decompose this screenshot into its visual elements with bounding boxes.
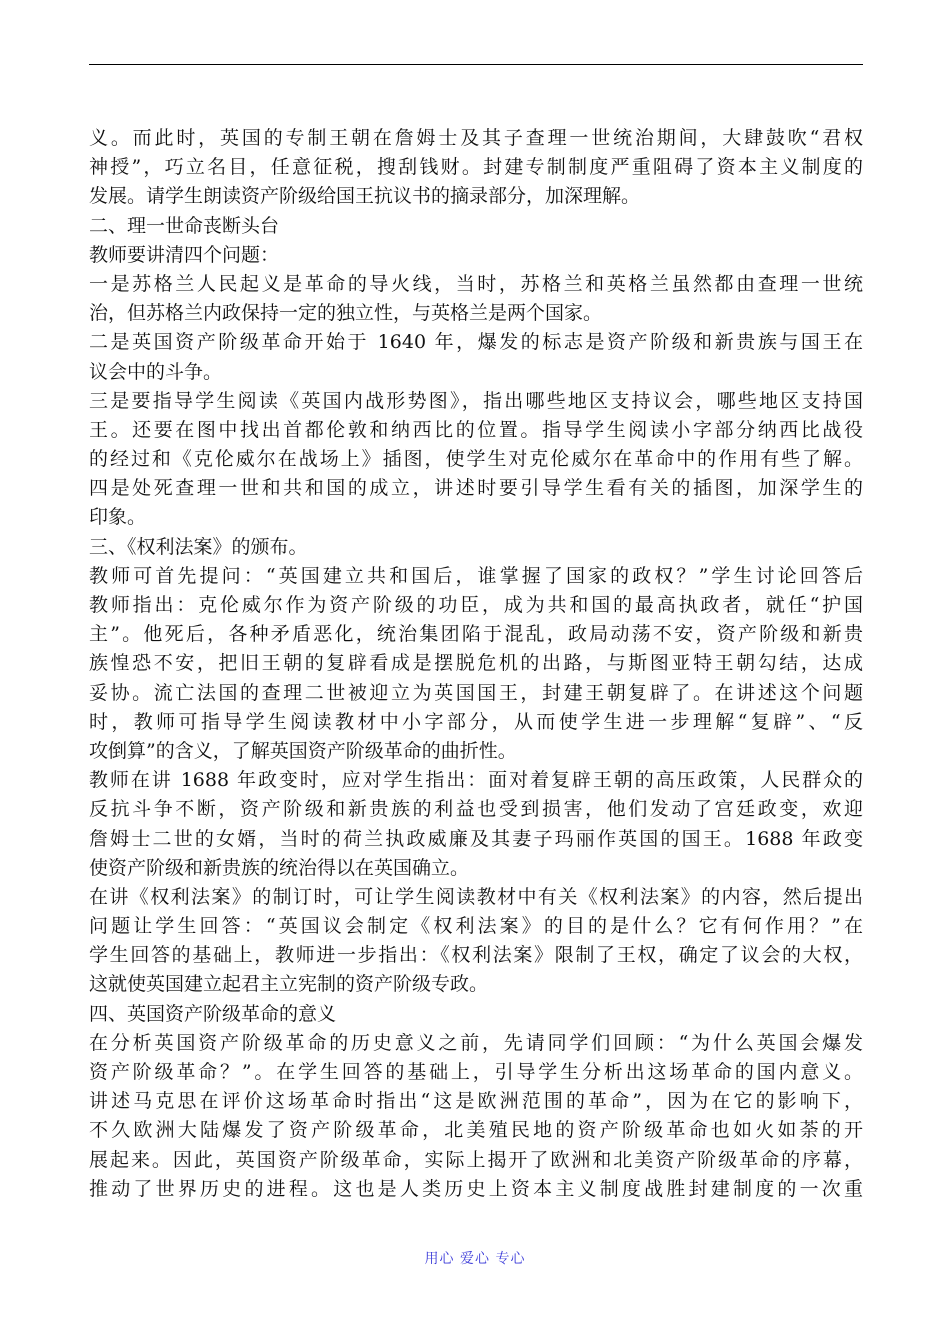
text-line: 议会中的斗争。: [89, 360, 223, 383]
text-line: 的经过和《克伦威尔在战场上》插图，使学生对克伦威尔在革命中的作用有些了解。: [89, 448, 863, 471]
text-line: 教师要讲清四个问题：: [89, 243, 280, 266]
page-footer: 用心 爱心 专心: [424, 1251, 526, 1267]
document-body: [89, 124, 863, 1204]
header-rule: [89, 64, 863, 65]
text-line: 三、《权利法案》的颁布。: [89, 535, 308, 558]
text-line: 推动了世界历史的进程。这也是人类历史上资本主义制度战胜封建制度的一次重: [89, 1177, 863, 1200]
text-line: 不久欧洲大陆爆发了资产阶级革命，北美殖民地的资产阶级革命也如火如荼的开: [89, 1119, 863, 1142]
text-line: 学生回答的基础上，教师进一步指出：《权利法案》限制了王权，确定了议会的大权，: [89, 944, 863, 967]
text-line: 讲述马克思在评价这场革命时指出“这是欧洲范围的革命”，因为在它的影响下，: [89, 1090, 863, 1113]
text-line: 义。而此时，英国的专制王朝在詹姆士及其子查理一世统治期间，大肆鼓吹“君权: [89, 127, 863, 149]
text-line: 族惶恐不安，把旧王朝的复辟看成是摆脱危机的出路，与斯图亚特王朝勾结，达成: [89, 652, 863, 675]
text-line: 攻倒算”的含义，了解英国资产阶级革命的曲折性。: [89, 739, 517, 762]
text-line: 使资产阶级和新贵族的统治得以在英国确立。: [89, 856, 470, 879]
text-line: 二、理一世命丧断头台: [89, 214, 280, 237]
text-line: 发展。请学生朗读资产阶级给国王抗议书的摘录部分，加深理解。: [89, 185, 641, 208]
text-line: 资产阶级革命？”。在学生回答的基础上，引导学生分析出这场革命的国内意义。: [89, 1061, 863, 1083]
text-line: 四、英国资产阶级革命的意义: [89, 1002, 337, 1025]
text-line: 教师在讲 1688 年政变时，应对学生指出：面对着复辟王朝的高压政策，人民群众的: [89, 769, 863, 792]
text-line: 主”。他死后，各种矛盾恶化，统治集团陷于混乱，政局动荡不安，资产阶级和新贵: [89, 623, 863, 646]
text-line: 在讲《权利法案》的制订时，可让学生阅读教材中有关《权利法案》的内容，然后提出: [89, 885, 863, 908]
text-line: 印象。: [89, 506, 147, 529]
text-line: 问题让学生回答：“英国议会制定《权利法案》的目的是什么？它有何作用？”在: [89, 915, 863, 938]
text-line: 治，但苏格兰内政保持一定的独立性，与英格兰是两个国家。: [89, 302, 603, 325]
text-line: 教师可首先提问：“英国建立共和国后，谁掌握了国家的政权？”学生讨论回答后: [89, 564, 863, 587]
text-line: 三是要指导学生阅读《英国内战形势图》，指出哪些地区支持议会，哪些地区支持国: [89, 389, 863, 412]
text-line: 展起来。因此，英国资产阶级革命，实际上揭开了欧洲和北美资产阶级革命的序幕，: [89, 1148, 863, 1171]
text-line: 一是苏格兰人民起义是革命的导火线，当时，苏格兰和英格兰虽然都由查理一世统: [89, 272, 863, 295]
text-line: 时，教师可指导学生阅读教材中小字部分，从而使学生进一步理解“复辟”、“反: [89, 710, 863, 733]
text-line: 王。还要在图中找出首都伦敦和纳西比的位置。指导学生阅读小字部分纳西比战役: [89, 418, 863, 441]
text-line: 妥协。流亡法国的查理二世被迎立为英国国王，封建王朝复辟了。在讲述这个问题: [89, 681, 863, 704]
text-line: 二是英国资产阶级革命开始于 1640 年，爆发的标志是资产阶级和新贵族与国王在: [89, 331, 863, 354]
text-line: 反抗斗争不断，资产阶级和新贵族的利益也受到损害，他们发动了宫廷政变，欢迎: [89, 798, 863, 821]
text-line: 神授”，巧立名目，任意征税，搜刮钱财。封建专制制度严重阻碍了资本主义制度的: [89, 156, 863, 179]
text-line: 詹姆士二世的女婿，当时的荷兰执政威廉及其妻子玛丽作英国的国王。1688 年政变: [89, 827, 863, 850]
text-line: 在分析英国资产阶级革命的历史意义之前，先请同学们回顾：“为什么英国会爆发: [89, 1031, 863, 1054]
text-line: 这就使英国建立起君主立宪制的资产阶级专政。: [89, 973, 489, 996]
text-line: 教师指出：克伦威尔作为资产阶级的功臣，成为共和国的最高执政者，就任“护国: [89, 594, 863, 616]
text-line: 四是处死查理一世和共和国的成立，讲述时要引导学生看有关的插图，加深学生的: [89, 477, 863, 500]
